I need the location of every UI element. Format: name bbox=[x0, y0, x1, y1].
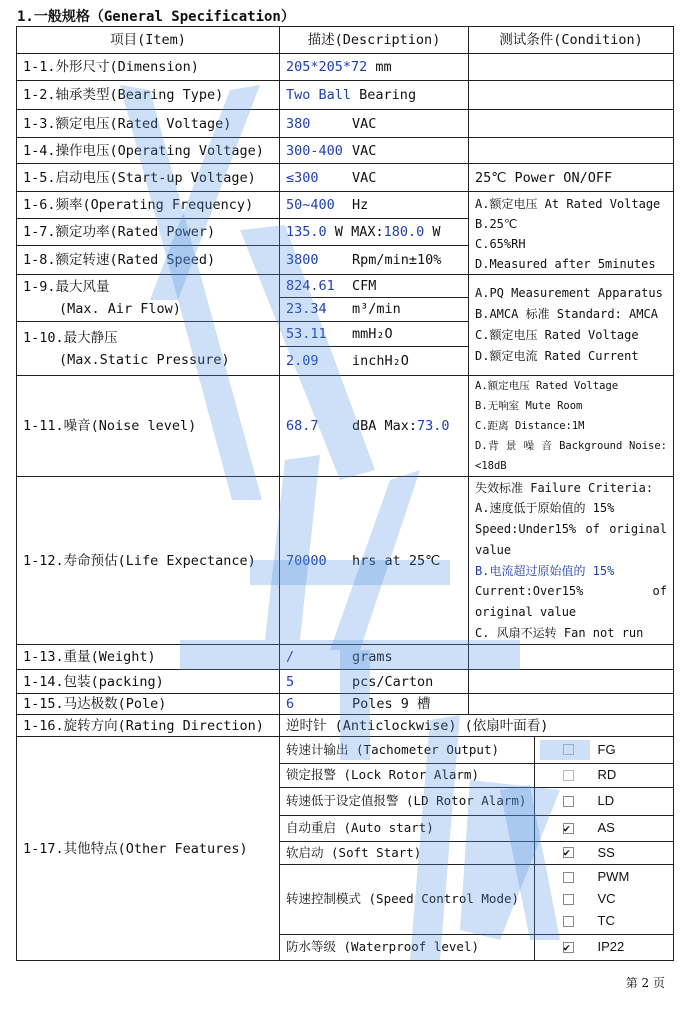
feature-options bbox=[534, 787, 673, 815]
feature-option bbox=[535, 910, 674, 932]
condition-line: C.距离 Distance:1M bbox=[475, 420, 585, 432]
condition-line: C. 风扇不运转 Fan not run bbox=[475, 625, 644, 640]
row-unit: m³/min bbox=[352, 301, 401, 317]
checkbox-icon[interactable] bbox=[563, 770, 574, 781]
option-label: AS bbox=[597, 820, 615, 835]
option-label: FG bbox=[597, 741, 616, 757]
feature-label: 转速低于设定值报警 (LD Rotor Alarm) bbox=[280, 787, 534, 815]
row-value: 53.11 bbox=[286, 326, 327, 342]
checkbox-icon[interactable] bbox=[563, 823, 574, 834]
feature-label: 转速控制模式 (Speed Control Mode) bbox=[280, 864, 534, 934]
table-row bbox=[17, 275, 674, 322]
row-unit: Rpm/min±10% bbox=[352, 251, 442, 268]
row-label: 1-13.重量(Weight) bbox=[17, 645, 280, 670]
condition-line: C.额定电压 Rated Voltage bbox=[475, 328, 639, 342]
row-label: 1-6.频率(Operating Frequency) bbox=[17, 192, 280, 219]
feature-label: 锁定报警 (Lock Rotor Alarm) bbox=[280, 763, 534, 787]
row-unit: VAC bbox=[352, 142, 377, 159]
row-label: 1-2.轴承类型(Bearing Type) bbox=[17, 81, 280, 110]
row-value: ≤300 bbox=[286, 169, 319, 186]
checkbox-icon[interactable] bbox=[563, 744, 574, 755]
feature-label: 转速计输出 (Tachometer Output) bbox=[280, 737, 534, 763]
table-row bbox=[17, 110, 674, 138]
feature-options bbox=[534, 737, 673, 763]
row-unit: VAC bbox=[352, 115, 377, 132]
row-value: 6 bbox=[286, 696, 295, 712]
page-number: 第 2 页 bbox=[625, 976, 665, 990]
row-label: 1-15.马达极数(Pole) bbox=[17, 694, 280, 715]
row-label: 1-17.其他特点(Other Features) bbox=[17, 737, 280, 961]
max-label: MAX: bbox=[351, 223, 384, 240]
condition-line: C.65%RH bbox=[475, 237, 526, 251]
table-row bbox=[17, 670, 674, 694]
feature-row bbox=[280, 737, 673, 763]
row-label: 1-12.寿命预估(Life Expectance) bbox=[17, 477, 280, 645]
table-row bbox=[17, 737, 674, 961]
row-label: 1-10.最大静压 bbox=[23, 329, 118, 346]
checkbox-icon[interactable] bbox=[563, 796, 574, 807]
max-value: 180.0 bbox=[383, 223, 425, 240]
section-title: 1.一般规格（General Specification） bbox=[17, 9, 295, 25]
option-label: IP22 bbox=[597, 939, 625, 955]
feature-option bbox=[535, 866, 674, 888]
row-value: Two Ball bbox=[286, 87, 352, 103]
feature-options bbox=[534, 934, 673, 960]
condition-line: A.额定电压 Rated Voltage bbox=[475, 380, 619, 392]
row-unit: Hz bbox=[352, 196, 369, 213]
table-row bbox=[17, 192, 674, 219]
row-value: 300-400 bbox=[286, 142, 343, 159]
checkbox-icon[interactable] bbox=[563, 894, 574, 905]
checkbox-icon[interactable] bbox=[563, 916, 574, 927]
header-description: 描述(Description) bbox=[280, 27, 469, 54]
feature-option bbox=[535, 790, 674, 812]
table-row bbox=[17, 164, 674, 192]
table-row bbox=[17, 54, 674, 81]
option-label: LD bbox=[597, 793, 615, 808]
row-value: 3800 bbox=[286, 251, 319, 268]
max-unit: W bbox=[432, 223, 441, 240]
row-label: 1-5.启动电压(Start-up Voltage) bbox=[17, 164, 280, 192]
feature-option bbox=[535, 764, 674, 786]
row-value: 23.34 bbox=[286, 301, 327, 317]
condition-line: B.25℃ bbox=[475, 217, 518, 231]
table-row bbox=[17, 477, 674, 645]
feature-option bbox=[535, 888, 674, 910]
option-label: RD bbox=[597, 767, 617, 782]
row-label-en: (Max.Static Pressure) bbox=[59, 351, 230, 368]
feature-row bbox=[280, 864, 673, 934]
row-unit: Bearing bbox=[359, 87, 417, 103]
row-unit: W bbox=[334, 223, 343, 240]
feature-label: 软启动 (Soft Start) bbox=[280, 841, 534, 864]
row-value: / bbox=[286, 649, 295, 665]
feature-options bbox=[534, 815, 673, 841]
condition-line: Speed:Under15% of original value bbox=[475, 522, 667, 557]
row-unit: inchH₂O bbox=[352, 353, 409, 369]
condition-line: D.额定电流 Rated Current bbox=[475, 349, 639, 363]
feature-row bbox=[280, 841, 673, 864]
checkbox-icon[interactable] bbox=[563, 872, 574, 883]
feature-label: 防水等级 (Waterproof level) bbox=[280, 934, 534, 960]
table-row bbox=[17, 715, 674, 737]
features-cell bbox=[280, 737, 674, 961]
row-value: 68.7 bbox=[286, 418, 319, 434]
row-value: 135.0 bbox=[286, 223, 327, 240]
feature-row bbox=[280, 787, 673, 815]
table-row bbox=[17, 694, 674, 715]
conditions-cell bbox=[469, 477, 674, 645]
feature-option bbox=[535, 739, 674, 761]
row-label: 1-4.操作电压(Operating Voltage) bbox=[17, 138, 280, 164]
condition-line: D.Measured after 5minutes bbox=[475, 257, 656, 271]
option-label: VC bbox=[597, 891, 616, 906]
row-unit: mmH₂O bbox=[352, 326, 393, 342]
conditions-cell bbox=[469, 275, 674, 376]
condition-line: B.无响室 Mute Room bbox=[475, 400, 583, 412]
row-label: 1-1.外形尺寸(Dimension) bbox=[17, 54, 280, 81]
features-table bbox=[280, 737, 673, 960]
row-label: 1-14.包装(packing) bbox=[17, 670, 280, 694]
condition-line: B.AMCA 标准 Standard: AMCA bbox=[475, 307, 658, 321]
feature-row bbox=[280, 934, 673, 960]
max-value: 73.0 bbox=[417, 418, 450, 434]
option-label: PWM bbox=[597, 869, 630, 884]
condition-line: A.速度低于原始值的 15% bbox=[475, 501, 615, 516]
row-label: 1-11.噪音(Noise level) bbox=[17, 376, 280, 477]
table-row bbox=[17, 138, 674, 164]
feature-options bbox=[534, 864, 673, 934]
table-header-row bbox=[17, 27, 674, 54]
conditions-cell bbox=[469, 192, 674, 275]
option-label: TC bbox=[597, 913, 615, 928]
row-value: 70000 bbox=[286, 552, 327, 569]
row-label: 1-7.额定功率(Rated Power) bbox=[17, 218, 280, 245]
condition-line: B.电流超过原始值的 15% bbox=[475, 563, 615, 578]
row-value: 逆时针 (Anticlockwise) (依扇叶面看) bbox=[280, 715, 674, 737]
header-item: 项目(Item) bbox=[17, 27, 280, 54]
row-value: 824.61 bbox=[286, 278, 335, 294]
row-value: 380 bbox=[286, 115, 311, 132]
row-value: 50~400 bbox=[286, 196, 335, 213]
row-value: 2.09 bbox=[286, 353, 319, 369]
row-unit: VAC bbox=[352, 169, 377, 186]
feature-row bbox=[280, 763, 673, 787]
condition-line: A.额定电压 At Rated Voltage bbox=[475, 197, 661, 211]
condition-line: 失效标准 Failure Criteria: bbox=[475, 480, 654, 495]
row-condition: 25℃ Power ON/OFF bbox=[469, 164, 674, 192]
row-unit: pcs/Carton bbox=[352, 673, 434, 690]
feature-options bbox=[534, 763, 673, 787]
row-value: 5 bbox=[286, 673, 295, 690]
option-label: SS bbox=[597, 844, 615, 860]
checkbox-icon[interactable] bbox=[563, 942, 574, 953]
conditions-cell bbox=[469, 376, 674, 477]
row-unit: Poles 9 槽 bbox=[352, 696, 431, 712]
row-label-en: (Max. Air Flow) bbox=[59, 301, 181, 317]
row-unit: grams bbox=[352, 649, 393, 665]
row-label: 1-8.额定转速(Rated Speed) bbox=[17, 245, 280, 274]
condition-line: D.背 景 噪 音 Background Noise: <18dB bbox=[475, 440, 667, 472]
row-unit: hrs at 25℃ bbox=[352, 552, 441, 569]
row-label: 1-9.最大风量 bbox=[23, 279, 110, 295]
feature-option bbox=[535, 817, 674, 839]
checkbox-icon[interactable] bbox=[563, 847, 574, 858]
row-unit: dBA Max: bbox=[352, 418, 418, 434]
condition-line: A.PQ Measurement Apparatus bbox=[475, 286, 663, 300]
row-unit: mm bbox=[375, 59, 392, 75]
row-label: 1-3.额定电压(Rated Voltage) bbox=[17, 110, 280, 138]
header-condition: 测试条件(Condition) bbox=[469, 27, 674, 54]
feature-option bbox=[535, 842, 674, 864]
feature-label: 自动重启 (Auto start) bbox=[280, 815, 534, 841]
spec-table bbox=[16, 26, 674, 961]
feature-options bbox=[534, 841, 673, 864]
feature-option bbox=[535, 936, 674, 958]
table-row bbox=[17, 645, 674, 670]
table-row bbox=[17, 376, 674, 477]
table-row bbox=[17, 81, 674, 110]
feature-row bbox=[280, 815, 673, 841]
row-unit: CFM bbox=[352, 278, 377, 294]
condition-line: Current:Over15% of original value bbox=[475, 584, 667, 619]
row-value: 205*205*72 bbox=[286, 59, 368, 75]
row-label: 1-16.旋转方向(Rating Direction) bbox=[17, 715, 280, 737]
